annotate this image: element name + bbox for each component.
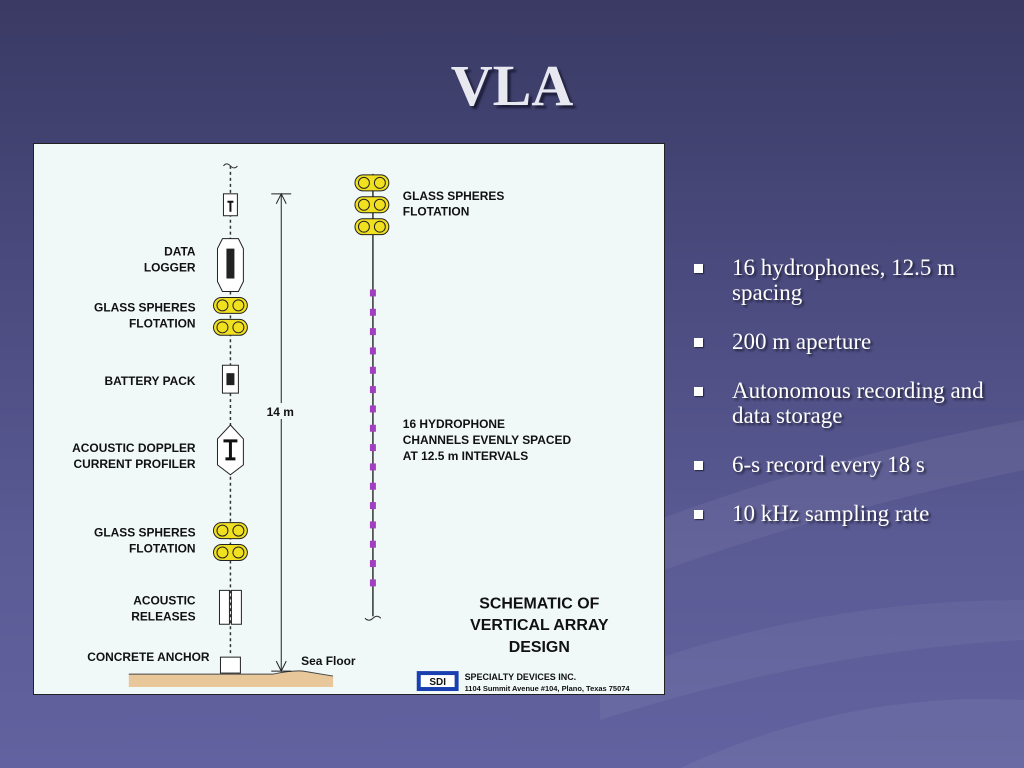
label-depth: 14 m [266,405,294,420]
bullet-item [690,452,1010,477]
label-releases: RELEASES [131,609,196,624]
hydrophone-marker [370,367,376,374]
schematic-title-line-3: DESIGN [508,639,570,657]
bullet-item [690,255,1010,305]
hydrophone-marker [370,521,376,528]
concrete-anchor [220,657,240,673]
hydrophone-marker [370,386,376,393]
hydrophone-marker [370,444,376,451]
label-right-glass-spheres: GLASS SPHERES [402,188,505,203]
vla-schematic-figure [33,143,665,695]
bullet-list [690,255,1010,550]
hydrophone-marker [370,541,376,548]
depth-dimension [261,194,301,671]
label-battery-pack: BATTERY PACK [104,374,196,389]
bullet-text: 200 m aperture [732,329,872,354]
bullet-item [690,501,1010,526]
glass-spheres-right [355,175,389,235]
hydrophone-marker [370,502,376,509]
glass-spheres-lower [213,523,247,561]
label-acoustic: ACOUSTIC [133,593,196,608]
company-name: SPECIALTY DEVICES INC. [464,672,577,683]
bullet-square-icon [694,338,703,347]
hydrophone-marker [370,560,376,567]
label-flotation-1: FLOTATION [129,316,196,331]
bullet-square-icon [694,387,703,396]
label-channels-evenly-spaced: CHANNELS EVENLY SPACED [402,432,572,447]
label-glass-spheres-1: GLASS SPHERES [94,300,196,315]
hydrophone-marker [370,483,376,490]
label-current-profiler: CURRENT PROFILER [73,456,196,471]
bullet-text: 10 kHz sampling rate [732,501,930,526]
bullet-square-icon [694,461,703,470]
acoustic-releases [219,590,241,624]
label-logger: LOGGER [143,260,196,275]
label-glass-spheres-2: GLASS SPHERES [94,525,196,540]
hydrophone-marker [370,347,376,354]
label-concrete-anchor: CONCRETE ANCHOR [87,650,210,665]
schematic-title-line-2: VERTICAL ARRAY [470,617,609,635]
hydrophone-marker [370,328,376,335]
hydrophone-marker [370,579,376,586]
hydrophone-marker [370,425,376,432]
bullet-text: Autonomous recording and data storage [732,378,984,428]
bullet-item [690,329,1010,354]
bullet-item [690,378,1010,428]
label-acoustic-doppler: ACOUSTIC DOPPLER [72,440,196,455]
bullet-square-icon [694,510,703,519]
slide-title: VLA [450,53,574,118]
label-at-intervals: AT 12.5 m INTERVALS [402,448,529,463]
company-address: 1104 Summit Avenue #104, Plano, Texas 75074 [464,684,630,694]
schematic-title-line-1: SCHEMATIC OF [479,595,600,613]
label-data: DATA [164,244,196,259]
label-flotation-2: FLOTATION [129,541,196,556]
hydrophone-marker [370,309,376,316]
hydrophone-marker [370,289,376,296]
bullet-text: 16 hydrophones, 12.5 m spacing [732,255,955,305]
hydrophone-marker [370,463,376,470]
label-sea-floor: Sea Floor [301,654,356,669]
vla-schematic-svg [34,144,664,694]
label-16-hydrophone: 16 HYDROPHONE [402,416,505,431]
bullet-square-icon [694,264,703,273]
hydrophone-marker [370,405,376,412]
label-right-flotation: FLOTATION [402,204,470,219]
bullet-text: 6-s record every 18 s [732,452,925,477]
sdi-logo-text: SDI [429,677,446,689]
